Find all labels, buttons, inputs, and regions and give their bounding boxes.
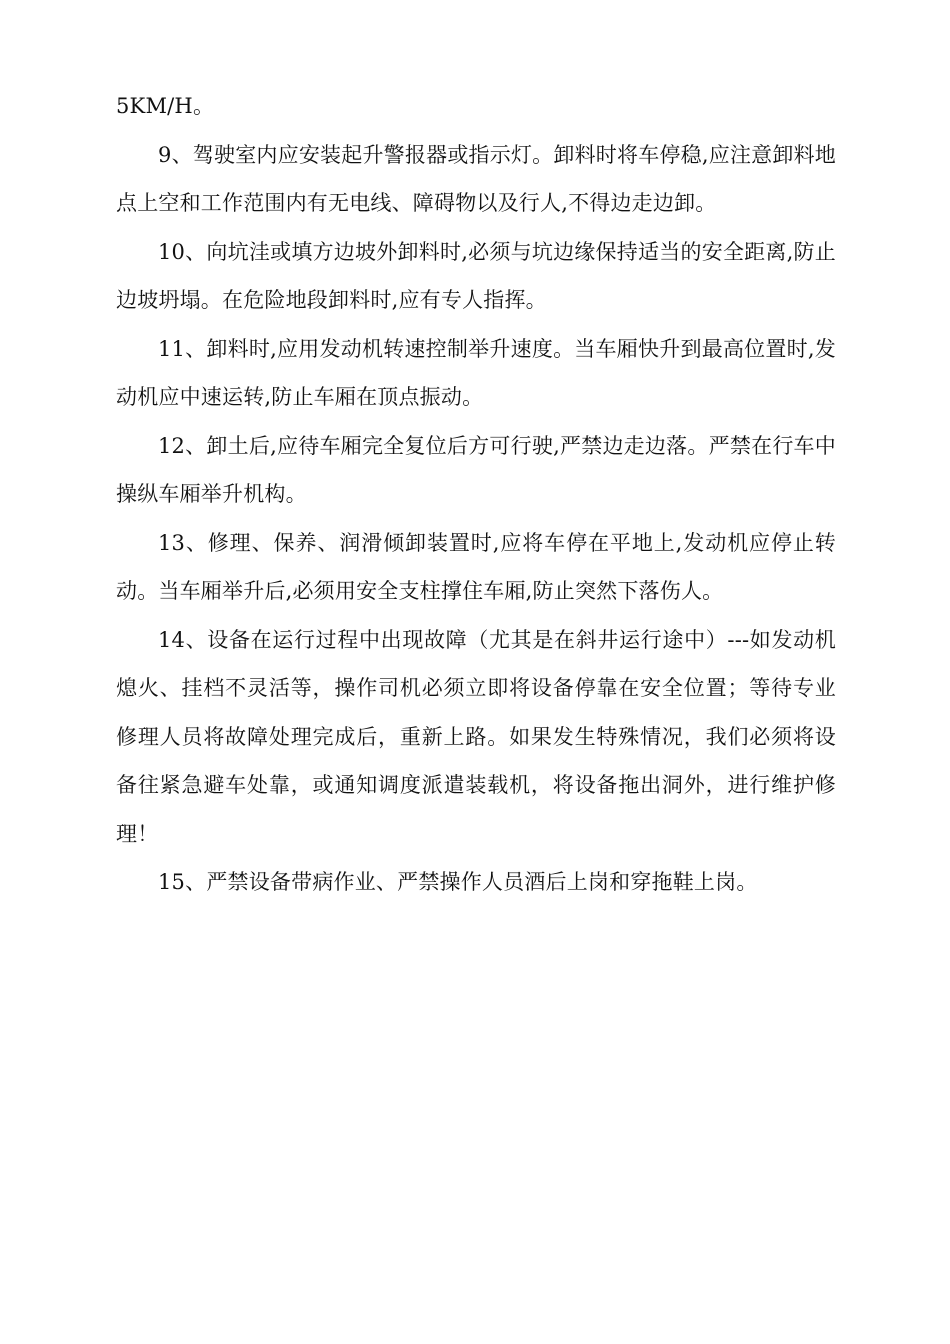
paragraph-item-10: 10、向坑洼或填方边坡外卸料时,必须与坑边缘保持适当的安全距离,防止边坡坍塌。在危险地段卸料时,应有专人指挥。 [116, 239, 836, 312]
document-body [116, 82, 836, 907]
paragraph-item-13: 13、修理、保养、润滑倾卸装置时,应将车停在平地上,发动机应停止转动。当车厢举升后,必须用安全支柱撑住车厢,防止突然下落伤人。 [116, 530, 836, 603]
paragraph-item-12: 12、卸土后,应待车厢完全复位后方可行驶,严禁边走边落。严禁在行车中操纵车厢举升机构。 [116, 433, 836, 506]
paragraph-speed-limit-continuation: 5KM/H。 [116, 94, 215, 118]
paragraph-item-9: 9、驾驶室内应安装起升警报器或指示灯。卸料时将车停稳,应注意卸料地点上空和工作范围内有无电线、障碍物以及行人,不得边走边卸。 [116, 142, 836, 215]
paragraph-item-11: 11、卸料时,应用发动机转速控制举升速度。当车厢快升到最高位置时,发动机应中速运转,防止车厢在顶点振动。 [116, 336, 836, 409]
paragraph-item-14: 14、设备在运行过程中出现故障（尤其是在斜井运行途中）---如发动机熄火、挂档不灵活等，操作司机必须立即将设备停靠在安全位置；等待专业修理人员将故障处理完成后，重新上路。如果发生特殊情况，我们必须将设备往紧急避车处靠，或通知调度派遣装载机，将设备拖出洞外，进行维护修理！ [116, 627, 836, 846]
paragraph-item-15: 15、严禁设备带病作业、严禁操作人员酒后上岗和穿拖鞋上岗。 [158, 870, 758, 894]
